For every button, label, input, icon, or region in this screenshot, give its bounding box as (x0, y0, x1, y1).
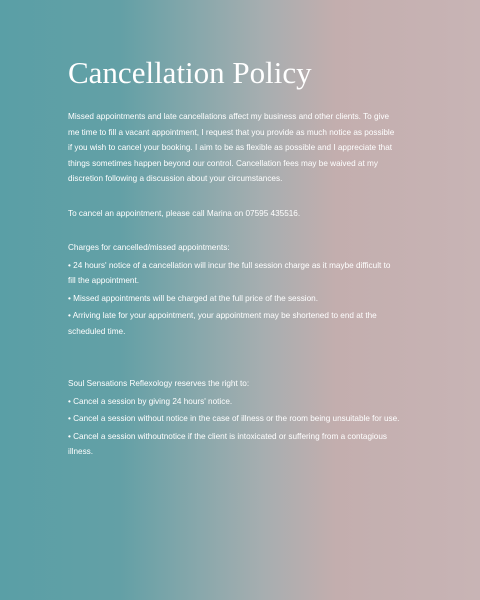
contact-paragraph: To cancel an appointment, please call Marina on 07595 435516. (68, 208, 301, 218)
charges-item: • Missed appointments will be charged at the full price of the session. (68, 293, 318, 303)
charges-item: • 24 hours' notice of a cancellation will incur the full session charge as it maybe difficult to fill the appointment. (68, 260, 391, 285)
charges-item: • Arriving late for your appointment, your appointment may be shortened to end at the scheduled time. (68, 311, 377, 336)
rights-heading: Soul Sensations Reflexology reserves the right to: (68, 379, 250, 388)
rights-item: • Cancel a session by giving 24 hours' notice. (68, 396, 233, 406)
policy-document (68, 54, 400, 462)
rights-item: • Cancel a session without notice in the case of illness or the room being unsuitable for use. (68, 414, 400, 423)
charges-heading: Charges for cancelled/missed appointments: (68, 243, 230, 252)
charges-section (68, 240, 400, 339)
intro-paragraph: Missed appointments and late cancellations affect my business and other clients. To give me time to fill a vacant appointment, I request that you provide as much notice as possible if you wish to cancel your booking. I aim to be as flexible as possible and I appreciate that things sometimes happen beyond our control. Cancellation fees may be waived at my discretion following a discussion about your circumstances. (68, 112, 395, 183)
rights-item: • Cancel a session withoutnotice if the client is intoxicated or suffering from a contagious illness. (68, 431, 388, 456)
page-title: Cancellation Policy (68, 55, 312, 90)
rights-section (68, 376, 400, 460)
section-spacer (68, 341, 400, 376)
